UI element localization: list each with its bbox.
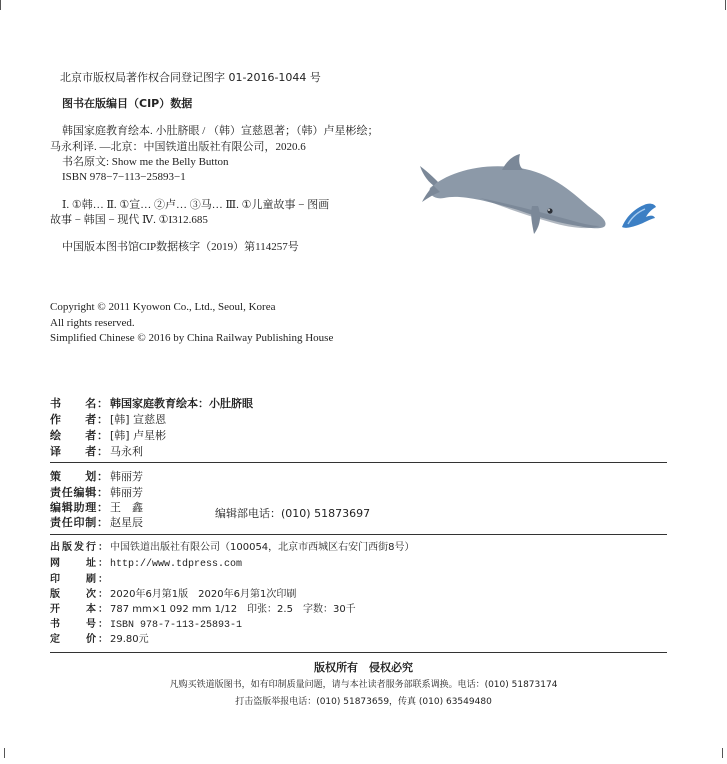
pub-label: 版 次：: [50, 589, 108, 600]
cip-isbn: ISBN 978−7−113−25893−1: [62, 171, 186, 183]
editor-value: 王 鑫: [110, 501, 143, 514]
credit-label: 作 者：: [50, 413, 108, 426]
pub-row-format: [50, 603, 356, 617]
pub-label: 书 号：: [50, 619, 108, 630]
pub-value: http://www.tdpress.com: [110, 559, 243, 570]
pub-row-edition: [50, 588, 296, 602]
divider-2: [50, 534, 667, 535]
pub-label: 网 址：: [50, 558, 108, 569]
cip-data-number: 中国版本图书馆CIP数据核字（2019）第114257号: [62, 241, 299, 253]
credit-label: 绘 者：: [50, 429, 108, 442]
editor-value: 韩丽芳: [110, 486, 143, 499]
pub-value: 中国铁道出版社有限公司（100054，北京市西城区右安门西街8号）: [110, 542, 415, 553]
crop-mark-top-left: [0, 0, 1, 10]
pub-row-isbn: [50, 618, 242, 633]
credit-label: 译 者：: [50, 445, 108, 458]
cip-line-1: 韩国家庭教育绘本. 小肚脐眼 / （韩）宣慈恩著；（韩）卢星彬绘；: [62, 125, 379, 137]
editorial-phone: 编辑部电话：(010) 51873697: [215, 507, 371, 520]
pub-label: 出版发行：: [50, 542, 108, 553]
quality-notice: 凡购买铁道版图书，如有印制质量问题，请与本社读者服务部联系调换。电话：(010) 51873174: [169, 680, 558, 690]
editor-value: 韩丽芳: [110, 470, 143, 483]
credit-row-title: [50, 396, 253, 411]
cip-heading: 图书在版编目（CIP）数据: [62, 97, 193, 110]
pub-value: 29.80元: [110, 634, 149, 645]
credit-value: 马永利: [110, 445, 143, 458]
editor-row-printing: [50, 515, 143, 530]
editor-row-responsible-editor: [50, 485, 143, 500]
pub-value: 787 mm×1 092 mm 1/12 印张：2.5 字数：30千: [110, 604, 356, 615]
pub-label: 开 本：: [50, 604, 108, 615]
splash-shape: [622, 204, 656, 228]
pub-row-price: [50, 633, 149, 647]
crop-mark-bottom-left: [4, 748, 5, 758]
pub-label: 定 价：: [50, 634, 108, 645]
credit-row-illustrator: [50, 428, 166, 443]
credit-value: [韩] 宣慈恩: [110, 413, 167, 426]
piracy-hotline: 打击盗版举报电话：(010) 51873659，传真 (010) 63549480: [235, 697, 492, 707]
credit-row-translator: [50, 444, 143, 459]
credit-value: [韩] 卢星彬: [110, 429, 167, 442]
dolphin-dorsal-fin: [502, 154, 524, 170]
cip-line-3: 书名原文: Show me the Belly Button: [62, 156, 229, 168]
pub-value: 2020年6月第1版 2020年6月第1次印刷: [110, 589, 297, 600]
divider-3: [50, 652, 667, 653]
copyright-registration: 北京市版权局著作权合同登记图字 01-2016-1044 号: [60, 71, 321, 84]
dolphin-flipper: [531, 206, 540, 234]
editor-value: 赵星辰: [110, 516, 143, 529]
editor-row-planner: [50, 469, 143, 484]
rights-reserved: 版权所有 侵权必究: [314, 661, 413, 674]
pub-value: ISBN 978-7-113-25893-1: [110, 620, 243, 631]
copyright-english-3: Simplified Chinese © 2016 by China Railway Publishing House: [50, 332, 334, 344]
copyright-english-2: All rights reserved.: [50, 317, 135, 329]
copyright-english-1: Copyright © 2011 Kyowon Co., Ltd., Seoul, Korea: [50, 301, 276, 313]
crop-mark-top-right: [725, 0, 726, 10]
pub-row-website: [50, 557, 242, 572]
editor-label: 策 划：: [50, 470, 108, 483]
credit-row-author: [50, 412, 166, 427]
credit-label: 书 名：: [50, 397, 108, 410]
cip-classification-1: Ⅰ. ①韩… Ⅱ. ①宣… ②卢… ③马… Ⅲ. ①儿童故事 − 图画: [62, 199, 330, 211]
editor-label: 责任编辑：: [50, 486, 108, 499]
dolphin-eye: [547, 208, 552, 213]
pub-row-printer: [50, 573, 110, 587]
editor-label: 责任印制：: [50, 516, 108, 529]
editor-label: 编辑助理：: [50, 501, 108, 514]
credit-value: 韩国家庭教育绘本：小肚脐眼: [110, 397, 253, 410]
pub-row-publisher: [50, 541, 415, 555]
dolphin-eye-highlight: [548, 209, 550, 211]
cip-classification-2: 故事 − 韩国 − 现代 Ⅳ. ①I312.685: [50, 214, 208, 226]
pub-label: 印 刷：: [50, 574, 108, 585]
dolphin-body: [430, 166, 606, 228]
cip-line-2: 马永利译. —北京：中国铁道出版社有限公司，2020.6: [50, 141, 306, 153]
water-splash-illustration: [618, 199, 658, 231]
crop-mark-bottom-right: [722, 748, 723, 758]
editor-row-assistant: [50, 500, 143, 515]
divider-1: [50, 462, 667, 463]
